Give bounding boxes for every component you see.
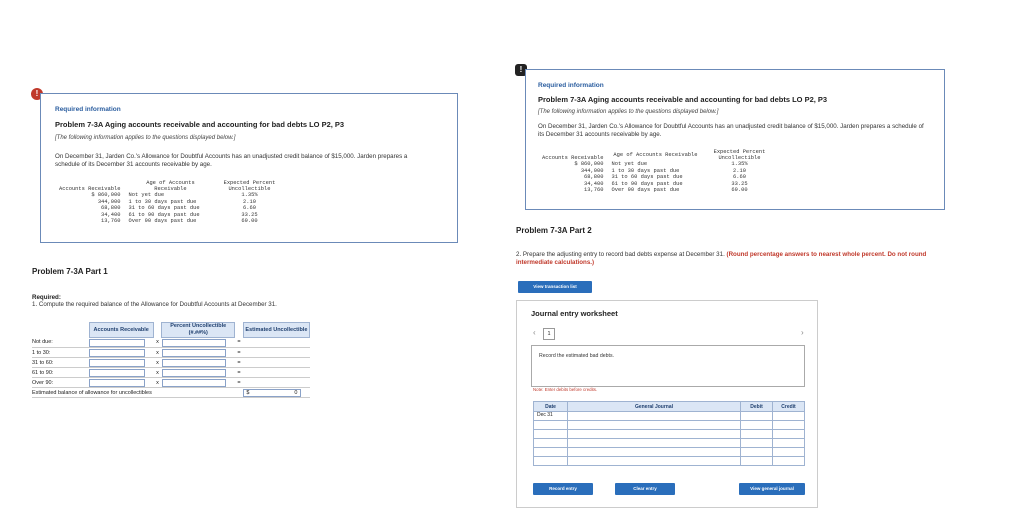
- problem-title: Problem 7-3A Aging accounts receivable and accounting for bad debts LO P2, P3: [538, 95, 828, 104]
- calc-col-pct: Percent Uncollectible (#.##%): [162, 323, 235, 338]
- col-pct-header: Expected Percent Uncollectible: [223, 180, 276, 192]
- calc-col-est: Estimated Uncollectible: [243, 323, 309, 338]
- credit-header: Credit: [773, 402, 805, 412]
- table-row: 344,000 1 to 30 days past due 2.10: [580, 167, 746, 174]
- col-age-header: Age of Accounts Receivable: [613, 152, 698, 158]
- journal-entry-worksheet: [516, 300, 818, 508]
- alert-icon: !: [31, 88, 43, 100]
- record-entry-button[interactable]: Record entry: [533, 483, 593, 495]
- journal-row: [534, 421, 805, 430]
- debit-input[interactable]: [741, 457, 773, 466]
- col-pct-header: Expected Percent Uncollectible: [713, 149, 766, 161]
- aging-schedule-table: [538, 149, 775, 194]
- ar-input-61-90[interactable]: [89, 369, 145, 377]
- account-input[interactable]: [568, 430, 741, 439]
- credit-input[interactable]: [773, 457, 805, 466]
- calc-col-ar: Accounts Receivable: [89, 323, 153, 338]
- debit-input[interactable]: [741, 430, 773, 439]
- pct-input-61-90[interactable]: [162, 369, 226, 377]
- date-cell: Dec 31: [534, 412, 568, 421]
- journal-row: [534, 439, 805, 448]
- account-input[interactable]: [568, 439, 741, 448]
- table-row: Over 90: x =: [32, 378, 310, 388]
- account-input[interactable]: [568, 457, 741, 466]
- table-row: 34,400 61 to 90 days past due 33.25: [584, 180, 748, 187]
- col-age-header: Age of Accounts Receivable: [146, 180, 195, 192]
- journal-row: [534, 457, 805, 466]
- required-info-heading: Required information: [55, 106, 121, 113]
- table-row: 13,760 Over 90 days past due 69.00: [584, 187, 748, 194]
- ar-input-1-30[interactable]: [89, 349, 145, 357]
- journal-row: [534, 448, 805, 457]
- account-input[interactable]: [568, 412, 741, 421]
- chevron-left-icon[interactable]: ‹: [533, 328, 536, 337]
- debit-input[interactable]: [741, 412, 773, 421]
- table-row: 1 to 30: x =: [32, 348, 310, 358]
- info-body: On December 31, Jarden Co.'s Allowance for Doubtful Accounts has an unadjusted credit balance of $15,000. Jarden prepares a schedule of its December 31 accounts receivable by age.: [538, 123, 924, 138]
- table-row: 68,800 31 to 60 days past due 6.60: [101, 205, 256, 212]
- pct-input-not-due[interactable]: [162, 339, 226, 347]
- part2-instruction: 2. Prepare the adjusting entry to record bad debts expense at December 31. (Round percentage answers to nearest whole percent. Do not round intermediate calculations.): [516, 251, 927, 266]
- ar-input-31-60[interactable]: [89, 359, 145, 367]
- pct-input-over-90[interactable]: [162, 379, 226, 387]
- table-row: 13,760 Over 90 days past due 69.00: [101, 218, 258, 225]
- view-general-journal-button[interactable]: View general journal: [739, 483, 805, 495]
- general-journal-header: General Journal: [568, 402, 741, 412]
- total-row: [32, 388, 310, 398]
- table-row: 31 to 60: x =: [32, 358, 310, 368]
- record-prompt-box: [531, 345, 805, 387]
- col-ar-header: Accounts Receivable: [542, 155, 604, 161]
- col-ar-header: Accounts Receivable: [59, 186, 121, 192]
- debit-input[interactable]: [741, 421, 773, 430]
- table-row: 344,000 1 to 30 days past due 2.10: [97, 198, 256, 205]
- ar-input-over-90[interactable]: [89, 379, 145, 387]
- journal-table: [533, 401, 805, 466]
- credit-input[interactable]: [773, 412, 805, 421]
- ar-input-not-due[interactable]: [89, 339, 145, 347]
- chevron-right-icon[interactable]: ›: [801, 328, 804, 337]
- pct-input-1-30[interactable]: [162, 349, 226, 357]
- table-row: Not due: x =: [32, 338, 310, 348]
- info-note: [The following information applies to the questions displayed below.]: [55, 135, 236, 141]
- credit-input[interactable]: [773, 448, 805, 457]
- account-input[interactable]: [568, 421, 741, 430]
- clear-entry-button[interactable]: Clear entry: [615, 483, 675, 495]
- credit-input[interactable]: [773, 439, 805, 448]
- problem-title: Problem 7-3A Aging accounts receivable and accounting for bad debts LO P2, P3: [55, 120, 345, 129]
- debit-input[interactable]: [741, 448, 773, 457]
- part2-title: Problem 7-3A Part 2: [516, 226, 592, 235]
- debit-input[interactable]: [741, 439, 773, 448]
- required-label: Required:: [32, 294, 61, 301]
- journal-row: [534, 430, 805, 439]
- aging-schedule-table: [55, 180, 282, 225]
- alert-icon: !: [515, 64, 527, 76]
- account-input[interactable]: [568, 448, 741, 457]
- credit-input[interactable]: [773, 430, 805, 439]
- view-transaction-list-button[interactable]: View transaction list: [518, 281, 592, 293]
- required-info-box-right: [525, 69, 945, 210]
- page-number[interactable]: 1: [543, 328, 555, 340]
- journal-row: [534, 412, 805, 421]
- table-row: 61 to 90: x =: [32, 368, 310, 378]
- allowance-calc-table: [32, 322, 310, 398]
- info-note: [The following information applies to the questions displayed below.]: [538, 109, 719, 115]
- worksheet-title: Journal entry worksheet: [531, 309, 618, 318]
- required-info-heading: Required information: [538, 82, 604, 89]
- date-header: Date: [534, 402, 568, 412]
- pct-input-31-60[interactable]: [162, 359, 226, 367]
- credit-input[interactable]: [773, 421, 805, 430]
- total-allowance-field: $ 0: [243, 389, 301, 397]
- table-row: 68,800 31 to 60 days past due 6.60: [584, 174, 746, 181]
- debit-header: Debit: [741, 402, 773, 412]
- table-row: 34,400 61 to 90 days past due 33.25: [101, 211, 258, 218]
- part1-instruction: 1. Compute the required balance of the Allowance for Doubtful Accounts at December 31.: [32, 301, 277, 308]
- record-prompt: Record the estimated bad debts.: [539, 353, 614, 359]
- info-body: On December 31, Jarden Co.'s Allowance for Doubtful Accounts has an unadjusted credit balance of $15,000. Jarden prepares a schedule of its December 31 accounts receivable by age.: [55, 153, 408, 168]
- total-label: Estimated balance of allowance for uncollectibles: [32, 388, 243, 398]
- part1-title: Problem 7-3A Part 1: [32, 267, 108, 276]
- debits-note: Note: Enter debits before credits.: [533, 387, 598, 392]
- required-info-box-left: [40, 93, 458, 243]
- table-row: $ 860,000 Not yet due 1.35%: [574, 161, 748, 167]
- table-row: $ 860,000 Not yet due 1.35%: [91, 192, 258, 198]
